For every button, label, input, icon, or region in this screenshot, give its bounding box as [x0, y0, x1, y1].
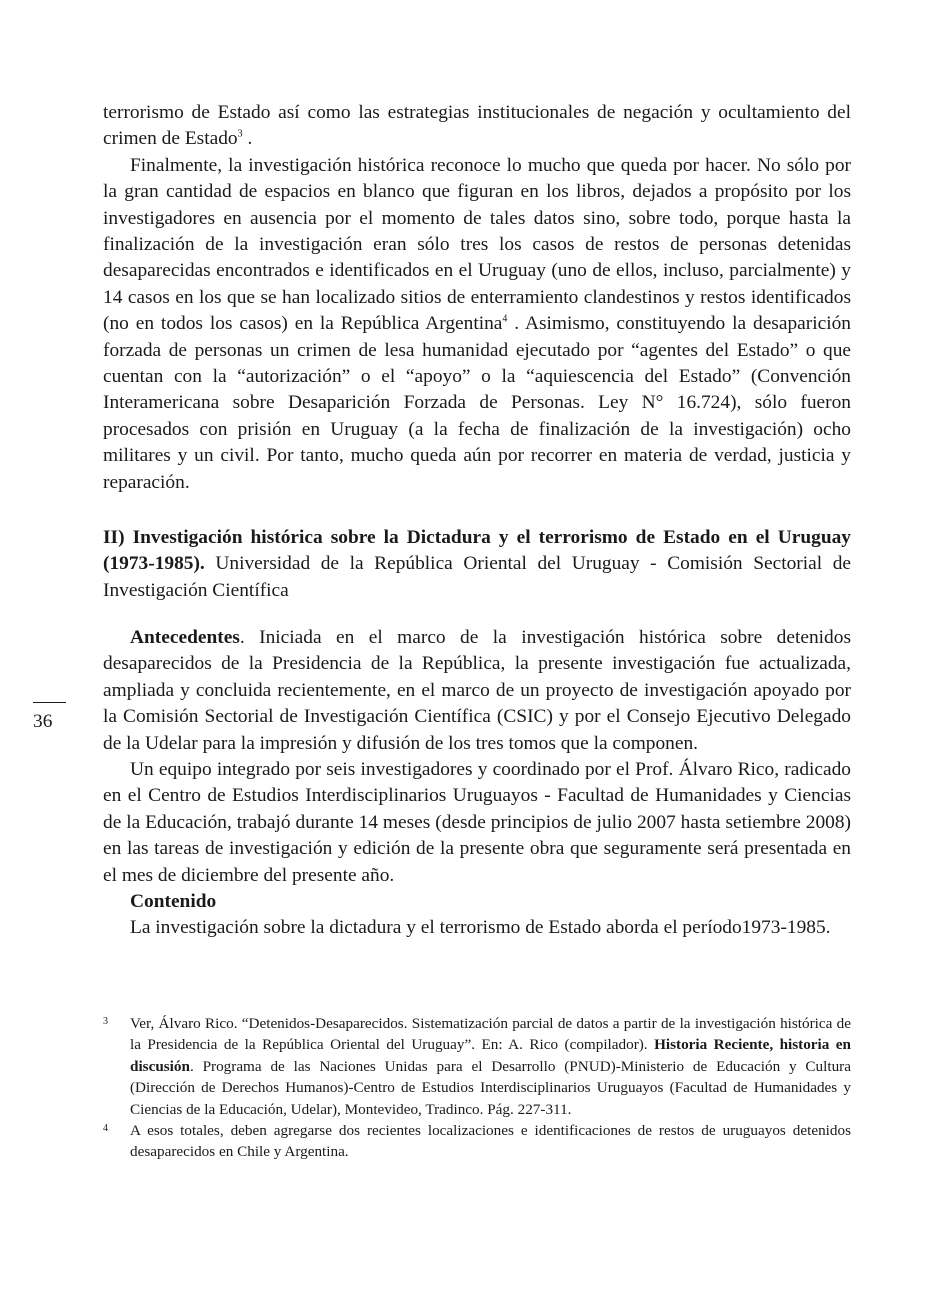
footnote-number: 3 — [103, 1016, 108, 1027]
footnote-ref-3[interactable]: 3 — [237, 128, 243, 140]
section-heading — [103, 525, 851, 604]
paragraph-continuation: terrorismo de Estado así como las estrategias institucionales de negación y ocultamiento del crimen de Estado$^3$ . — [103, 102, 851, 150]
paragraph-contenido: La investigación sobre la dictadura y el terrorismo de Estado aborda el período1973-1985. — [130, 917, 831, 939]
section-heading-bold: II) Investigación histórica sobre la Dictadura y el terrorismo de Estado en el Uruguay (1973-1985). — [103, 527, 851, 575]
footnote-number: 4 — [103, 1123, 108, 1135]
paragraph-finalmente: Finalmente, la investigación histórica reconoce lo mucho que queda por hacer. No sólo por la gran cantidad de espacios en blanco que figuran en los libros, dejados a propósito por los investigadores en ausencia por el momento de tales datos sino, sobre todo, porque hasta la finalización de la investigación eran sólo tres los casos de restos de personas detenidas desaparecidas encontrados e identificados en el Uruguay (uno de ellos, incluso, parcialmente) y 14 casos en los que se han localizado sitios de enterramiento clandestinos y restos identificados (no en todos los casos) en la República Argentina$^4$ . Asimismo, constituyendo la desaparición forzada de personas un crimen de lesa humanidad ejecutado por “agentes del Estado” o que cuentan con la “autorización” o el “apoyo” o la “aquiescencia del Estado” (Convención Interamericana sobre Desaparición Forzada de Personas. Ley N° 16.724), sólo fueron procesados con prisión en Uruguay (a la fecha de finalización de la investigación) ocho militares y un civil. Por tanto, mucho queda aún por recorrer en materia de verdad, justicia y reparación. — [103, 154, 851, 493]
section-heading-text — [103, 525, 851, 604]
footnote-ref-4[interactable]: 4 — [502, 313, 508, 325]
footnote-3: 3 Ver, Álvaro Rico. “Detenidos-Desaparecidos. Sistematización parcial de datos a partir de la investigación histórica de la Presidencia de la República Oriental del Uruguay”. En: A. Rico (compilador). Historia Reciente, historia en discusión. Programa de las Naciones Unidas para el Desarrollo (PNUD)-Ministerio de Educación y Cultura (Dirección de Derechos Humanos)-Centro de Estudios Interdisciplinarios Uruguayos (Facultad de Humanidades y Ciencias de la Educación, Udelar), Montevideo, Tradinco. Pág. 227-311. — [103, 1013, 851, 1120]
page-number-rule — [33, 702, 66, 703]
paragraph-antecedentes: Antecedentes. Iniciada en el marco de la investigación histórica sobre detenidos desaparecidos de la Presidencia de la República, la presente investigación fue actualizada, ampliada y concluida recientemente, en el marco de un proyecto de investigación apoyado por la Comisión Sectorial de Investigación Científica (CSIC) y por el Consejo Ejecutivo Delegado de la Udelar para la impresión y difusión de los tres tomos que la componen. — [103, 627, 851, 754]
body-text-top — [103, 100, 851, 496]
footnotes — [103, 1013, 851, 1163]
paragraph-equipo: Un equipo integrado por seis investigadores y coordinado por el Prof. Álvaro Rico, radicado en el Centro de Estudios Interdisciplinarios Uruguayos - Facultad de Humanidades y Ciencias de la Educación, trabajó durante 14 meses (desde principios de julio 2007 hasta setiembre 2008) en las tareas de investigación y edición de la presente obra que seguramente será presentada en el mes de diciembre del presente año. — [103, 759, 851, 886]
section-body — [103, 625, 851, 942]
footnote-4: 4 A esos totales, deben agregarse dos recientes localizaciones e identificaciones de restos de uruguayos detenidos desaparecidos en Chile y Argentina. — [103, 1120, 851, 1163]
section-heading-normal: Universidad de la República Oriental del Uruguay - Comisión Sectorial de Investigación Científica — [103, 553, 851, 601]
contenido-label: Contenido — [130, 891, 217, 913]
footnote-book-title: Historia Reciente, historia en discusión — [130, 1036, 851, 1075]
page-number: 36 — [33, 711, 53, 732]
antecedentes-label: Antecedentes — [130, 627, 240, 648]
